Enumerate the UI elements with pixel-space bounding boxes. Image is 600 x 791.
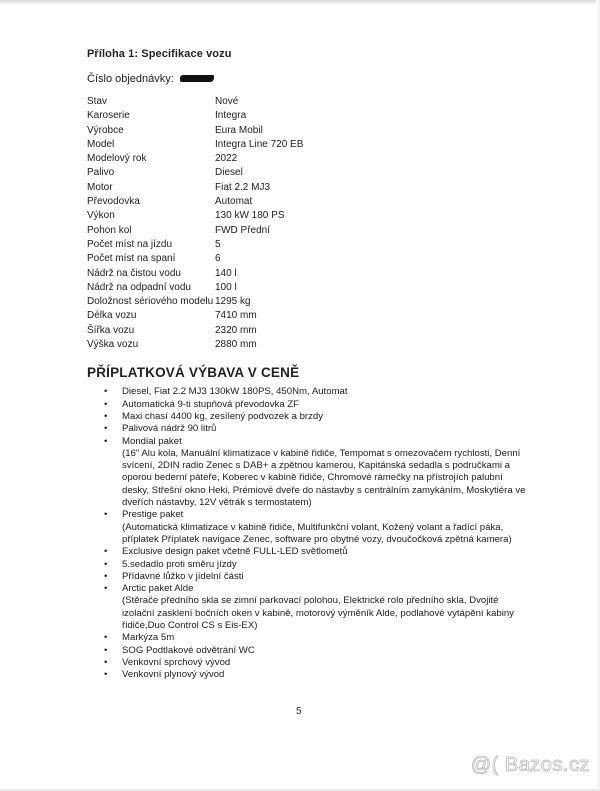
bullet-icon: •	[104, 386, 108, 398]
equipment-title: Automatická 9-ti stupňová převodovka ZF	[122, 398, 300, 410]
spec-key: Výška vozu	[87, 339, 139, 351]
spec-value: 100 l	[215, 281, 237, 293]
bullet-icon: •	[104, 410, 108, 422]
spec-row	[87, 224, 303, 238]
equipment-item	[87, 411, 547, 423]
spec-key: Palivo	[87, 167, 115, 179]
spec-row	[87, 209, 303, 223]
spec-key: Motor	[87, 181, 113, 193]
spec-row	[87, 338, 303, 352]
spec-key: Šířka vozu	[87, 324, 135, 336]
spec-value: Automat	[215, 196, 253, 208]
scan-top-edge	[0, 0, 600, 5]
spec-key: Karoserie	[87, 110, 130, 122]
spec-row	[87, 109, 303, 123]
bullet-icon: •	[104, 583, 108, 595]
equipment-title: Exclusive design paket včetně FULL-LED světlometů	[122, 546, 348, 558]
spec-row	[87, 295, 303, 309]
equipment-title: Palivová nádrž 90 litrů	[122, 423, 217, 435]
spec-key: Převodovka	[87, 196, 140, 208]
spec-row	[87, 95, 303, 109]
order-number-redacted	[180, 75, 214, 82]
spec-row	[87, 324, 303, 338]
document-page	[87, 48, 547, 681]
watermark-bazos: @( Bazos.cz	[470, 754, 590, 776]
equipment-title: Mondial paket	[122, 435, 182, 447]
spec-value: Nové	[215, 96, 239, 107]
spec-key: Počet míst na spaní	[87, 253, 176, 265]
spec-row	[87, 166, 303, 180]
equipment-item	[87, 559, 547, 571]
equipment-item	[87, 423, 547, 435]
spec-key: Počet míst na jízdu	[87, 238, 173, 250]
equipment-list	[87, 386, 547, 681]
spec-value: 130 kW 180 PS	[215, 210, 285, 222]
spec-row	[87, 124, 303, 138]
bullet-icon: •	[104, 398, 108, 410]
spec-value: 2320 mm	[215, 324, 257, 336]
equipment-title: Diesel, Fiat 2.2 MJ3 130kW 180PS, 450Nm, Automat	[122, 386, 348, 398]
equipment-heading: PŘÍPLATKOVÁ VÝBAVA V CENĚ	[87, 365, 300, 381]
spec-key: Model	[87, 138, 115, 150]
bullet-icon: •	[104, 656, 108, 668]
equipment-item	[87, 571, 547, 583]
equipment-item	[87, 399, 547, 411]
spec-key: Stav	[87, 96, 108, 107]
bullet-icon: •	[104, 570, 108, 582]
order-number-line	[87, 73, 547, 85]
spec-value: Integra Line 720 EB	[215, 138, 304, 150]
spec-value: Fiat 2.2 MJ3	[215, 181, 271, 193]
equipment-item	[87, 657, 547, 669]
bullet-icon: •	[104, 423, 108, 435]
equipment-item	[87, 669, 547, 681]
spec-key: Výrobce	[87, 124, 124, 136]
equipment-title: SOG Podtlakové odvětrání WC	[122, 644, 255, 656]
bullet-icon: •	[104, 558, 108, 570]
equipment-item	[87, 386, 547, 398]
spec-row	[87, 152, 303, 166]
spec-row	[87, 138, 303, 152]
spec-row	[87, 238, 303, 252]
spec-key: Nádrž na čistou vodu	[87, 267, 181, 279]
equipment-detail: (Automatická klimatizace v kabině řidiče, Multifunkční volant, Kožený volant a řadící páka, příplatek Příplatek navigace Zenec, software pro obytné vozy, dvoučočková zpětná kamera)	[122, 521, 512, 545]
bullet-icon: •	[104, 669, 108, 681]
spec-row	[87, 195, 303, 209]
spec-key: Doložnost sériového modelu	[87, 296, 214, 308]
spec-row	[87, 252, 303, 266]
spec-value: Eura Mobil	[215, 124, 263, 136]
equipment-title: Venkovní sprchový vývod	[122, 656, 231, 668]
spec-value: 140 l	[215, 267, 237, 279]
document-title: Příloha 1: Specifikace vozu	[87, 48, 232, 60]
bullet-icon: •	[104, 546, 108, 558]
equipment-title: 5.sedadlo proti směru jízdy	[122, 558, 237, 570]
bullet-icon: •	[104, 509, 108, 521]
equipment-item	[87, 546, 547, 558]
spec-key: Výkon	[87, 210, 115, 222]
spec-value: 2022	[215, 153, 238, 165]
equipment-title: Markýza 5m	[122, 632, 175, 644]
spec-value: 2880 mm	[215, 339, 257, 351]
equipment-title: Venkovní plynový vývod	[122, 669, 225, 681]
scan-right-edge	[596, 0, 600, 791]
spec-value: FWD Přední	[215, 224, 271, 236]
equipment-detail: (16" Alu kola, Manuální klimatizace v kabině řidiče, Tempomat s omezovačem rychlosti, Denní svícení, 2DIN radio Zenec s DAB+ a zpětnou kamerou, Kapitánská sedadla s područkami a oporou bederní páteře, Koberec v kabině řidiče, Chromové rámečky na přístrojích palubní desky, Střešní okno Heki, Prémiové dveře do nástavby s centrálním zamykáním, Moskytiéra ve dveřích nástavby, 12V větrák s termostatem)	[122, 447, 526, 509]
spec-key: Pohon kol	[87, 224, 132, 236]
equipment-item	[87, 583, 547, 632]
equipment-title: Maxi chasí 4400 kg, zesílený podvozek a brzdy	[122, 410, 324, 422]
spec-value: 1295 kg	[215, 296, 251, 308]
spec-value: 6	[215, 253, 221, 265]
spec-key: Nádrž na odpadní vodu	[87, 281, 191, 293]
spec-table	[87, 95, 303, 352]
equipment-title: Arctic paket Alde	[122, 583, 194, 595]
spec-value: 5	[215, 238, 221, 250]
equipment-item	[87, 632, 547, 644]
page-number: 5	[296, 706, 302, 717]
equipment-title: Prestige paket	[122, 509, 184, 521]
spec-key: Délka vozu	[87, 310, 137, 322]
equipment-item	[87, 436, 547, 510]
spec-value: 7410 mm	[215, 310, 257, 322]
bullet-icon: •	[104, 435, 108, 447]
spec-value: Integra	[215, 110, 247, 122]
order-number-label: Číslo objednávky:	[87, 73, 174, 85]
spec-value: Diesel	[215, 167, 243, 179]
bullet-icon: •	[104, 644, 108, 656]
bullet-icon: •	[104, 632, 108, 644]
spec-row	[87, 181, 303, 195]
spec-row	[87, 309, 303, 323]
equipment-item	[87, 645, 547, 657]
spec-row	[87, 281, 303, 295]
equipment-title: Přídavné lůžko v jídelní části	[122, 570, 244, 582]
spec-key: Modelový rok	[87, 153, 147, 165]
spec-row	[87, 267, 303, 281]
equipment-detail: (Stěrače předního skla se zimní parkovací polohou, Elektrické rolo předního skla, Dvojité izolační zasklení bočních oken v kabině, motorový výměník Alde, podlahové vytápění kabiny řidiče,Duo Control CS s Eis-EX)	[122, 595, 514, 631]
equipment-item	[87, 509, 547, 546]
